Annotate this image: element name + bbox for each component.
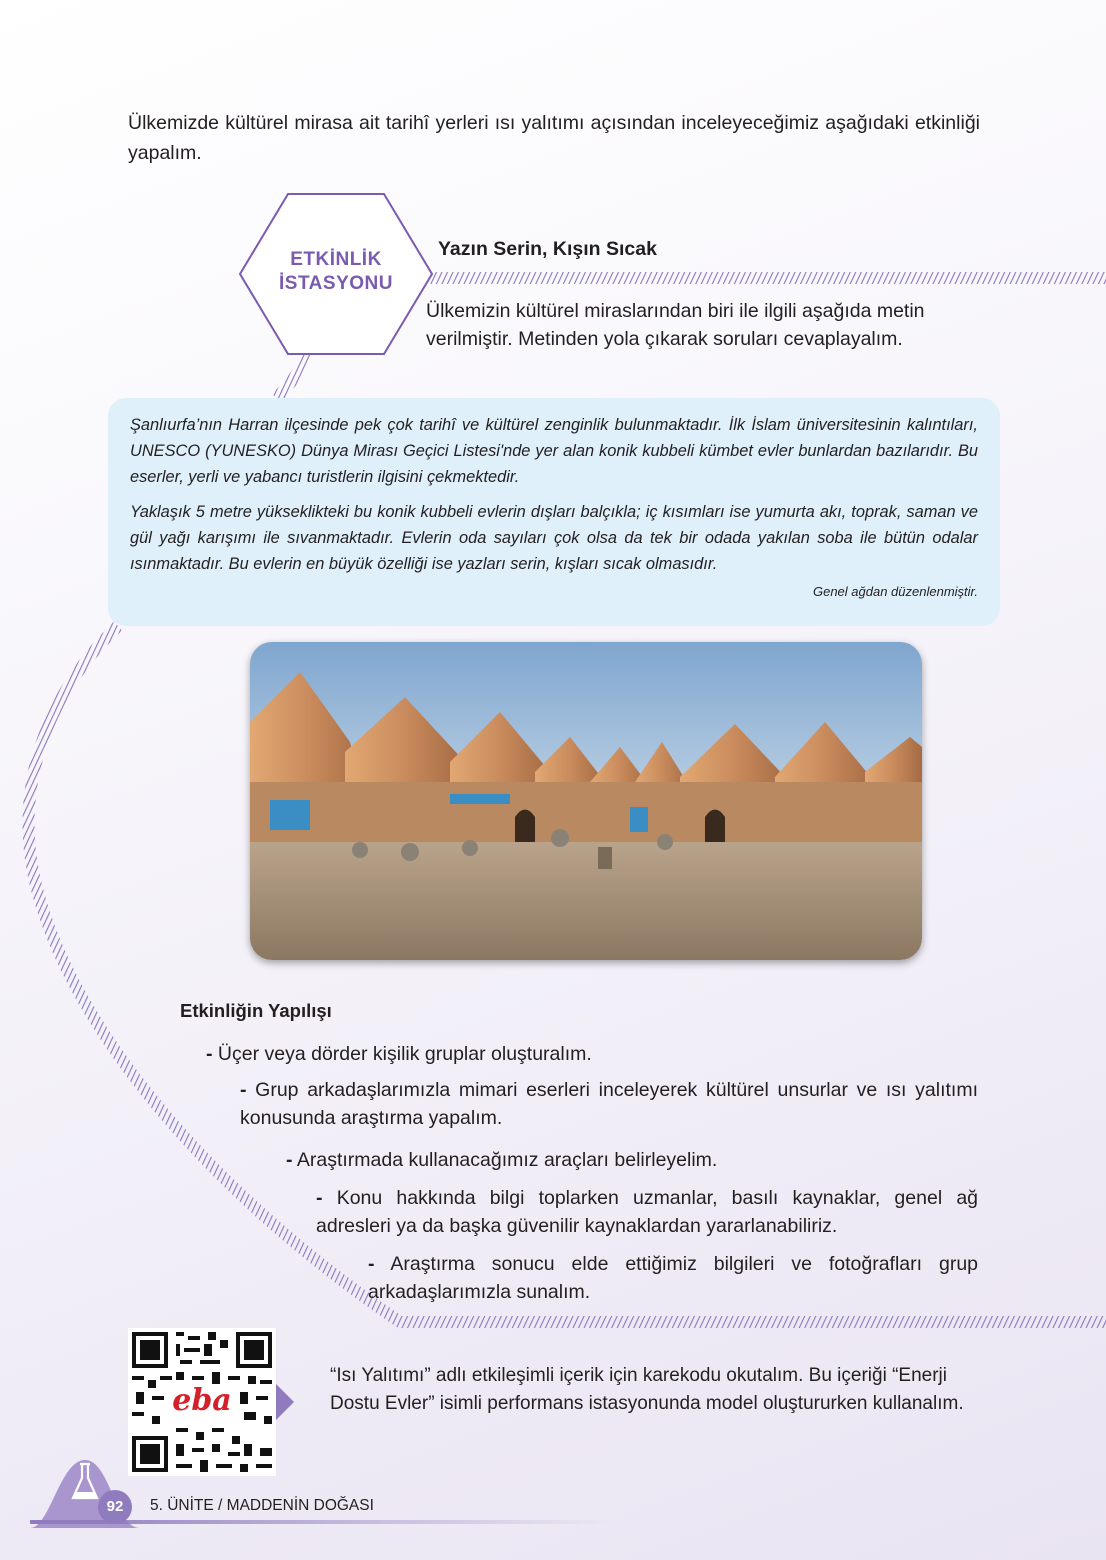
step-text: Grup arkadaşlarımızla mimari eserleri inceleyerek kültürel unsurlar ve ısı yalıtımı konusunda araştırma yapalım. bbox=[240, 1079, 978, 1129]
activity-description: Ülkemizin kültürel miraslarından biri ile ilgili aşağıda metin verilmiştir. Metinden yola çıkarak soruları cevaplayalım. bbox=[426, 300, 925, 350]
reading-source: Genel ağdan düzenlenmiştir. bbox=[812, 584, 978, 599]
step-dash: - bbox=[286, 1149, 293, 1171]
step-text: Üçer veya dörder kişilik gruplar oluşturalım. bbox=[217, 1043, 592, 1065]
procedure-step-5 bbox=[368, 1250, 978, 1306]
step-text: Araştırmada kullanacağımız araçları belirleyelim. bbox=[296, 1149, 718, 1171]
procedure-step-3 bbox=[286, 1146, 976, 1174]
step-text: Araştırma sonucu elde ettiğimiz bilgileri ve fotoğrafları grup arkadaşlarımızla sunalım. bbox=[368, 1253, 979, 1303]
step-dash: - bbox=[368, 1253, 375, 1275]
activity-title: Yazın Serin, Kışın Sıcak bbox=[438, 238, 657, 260]
step-dash: - bbox=[316, 1187, 323, 1209]
procedure-step-2 bbox=[240, 1076, 978, 1132]
page-number: 92 bbox=[98, 1490, 132, 1524]
step-dash: - bbox=[240, 1079, 247, 1101]
eba-logo: eba bbox=[172, 1383, 232, 1418]
activity-badge-label bbox=[252, 248, 420, 296]
intro-text: Ülkemizde kültürel mirasa ait tarihî yerleri ısı yalıtımı açısından inceleyeceğimiz aşağıdaki etkinliği yapalım. bbox=[128, 112, 980, 164]
step-dash: - bbox=[206, 1043, 213, 1065]
procedure-title: Etkinliğin Yapılışı bbox=[180, 1000, 332, 1021]
qr-instruction-text: “Isı Yalıtımı” adlı etkileşimli içerik için karekodu okutalım. Bu içeriği “Enerji Dostu Evler” isimli performans istasyonunda model oluştururken kullanalım. bbox=[330, 1365, 964, 1414]
badge-line-1: ETKİNLİK bbox=[290, 249, 382, 270]
unit-title: 5. ÜNİTE / MADDENİN DOĞASI bbox=[150, 1497, 374, 1514]
reading-box bbox=[108, 398, 1000, 626]
procedure-step-4 bbox=[316, 1184, 978, 1240]
flask-icon bbox=[70, 1462, 100, 1502]
step-text: Konu hakkında bilgi toplarken uzmanlar, basılı kaynaklar, genel ağ adresleri ya da başka güvenilir kaynaklardan yararlanabiliriz. bbox=[316, 1187, 979, 1237]
qr-pointer-arrow bbox=[276, 1384, 294, 1420]
badge-line-2: İSTASYONU bbox=[279, 273, 393, 294]
harran-beehive-houses-photo bbox=[250, 642, 922, 960]
reading-paragraph-1: Şanlıurfa’nın Harran ilçesinde pek çok tarihî ve kültürel zenginlik bulunmaktadır. İlk İslam üniversitesinin kalıntıları, UNESCO (YUNESKO) Dünya Mirası Geçici Listesi'nde yer alan konik kubbeli kümbet evler bunlardan bazılarıdır. Bu eserler, yerli ve yabancı turistlerin ilgisini çekmektedir. bbox=[130, 416, 978, 486]
procedure-step-1 bbox=[206, 1040, 976, 1068]
reading-paragraph-2: Yaklaşık 5 metre yükseklikteki bu konik kubbeli evlerin dışları balçıkla; iç kısımları ise yumurta akı, toprak, saman ve gül yağı karışımı ile sıvanmaktadır. Evlerin oda sayıları çok olsa da tek bir odada yakılan soba ile bütün odalar ısınmaktadır. Bu evlerin en büyük özelliği ise yazları serin, kışları sıcak olmasıdır. bbox=[130, 503, 978, 573]
